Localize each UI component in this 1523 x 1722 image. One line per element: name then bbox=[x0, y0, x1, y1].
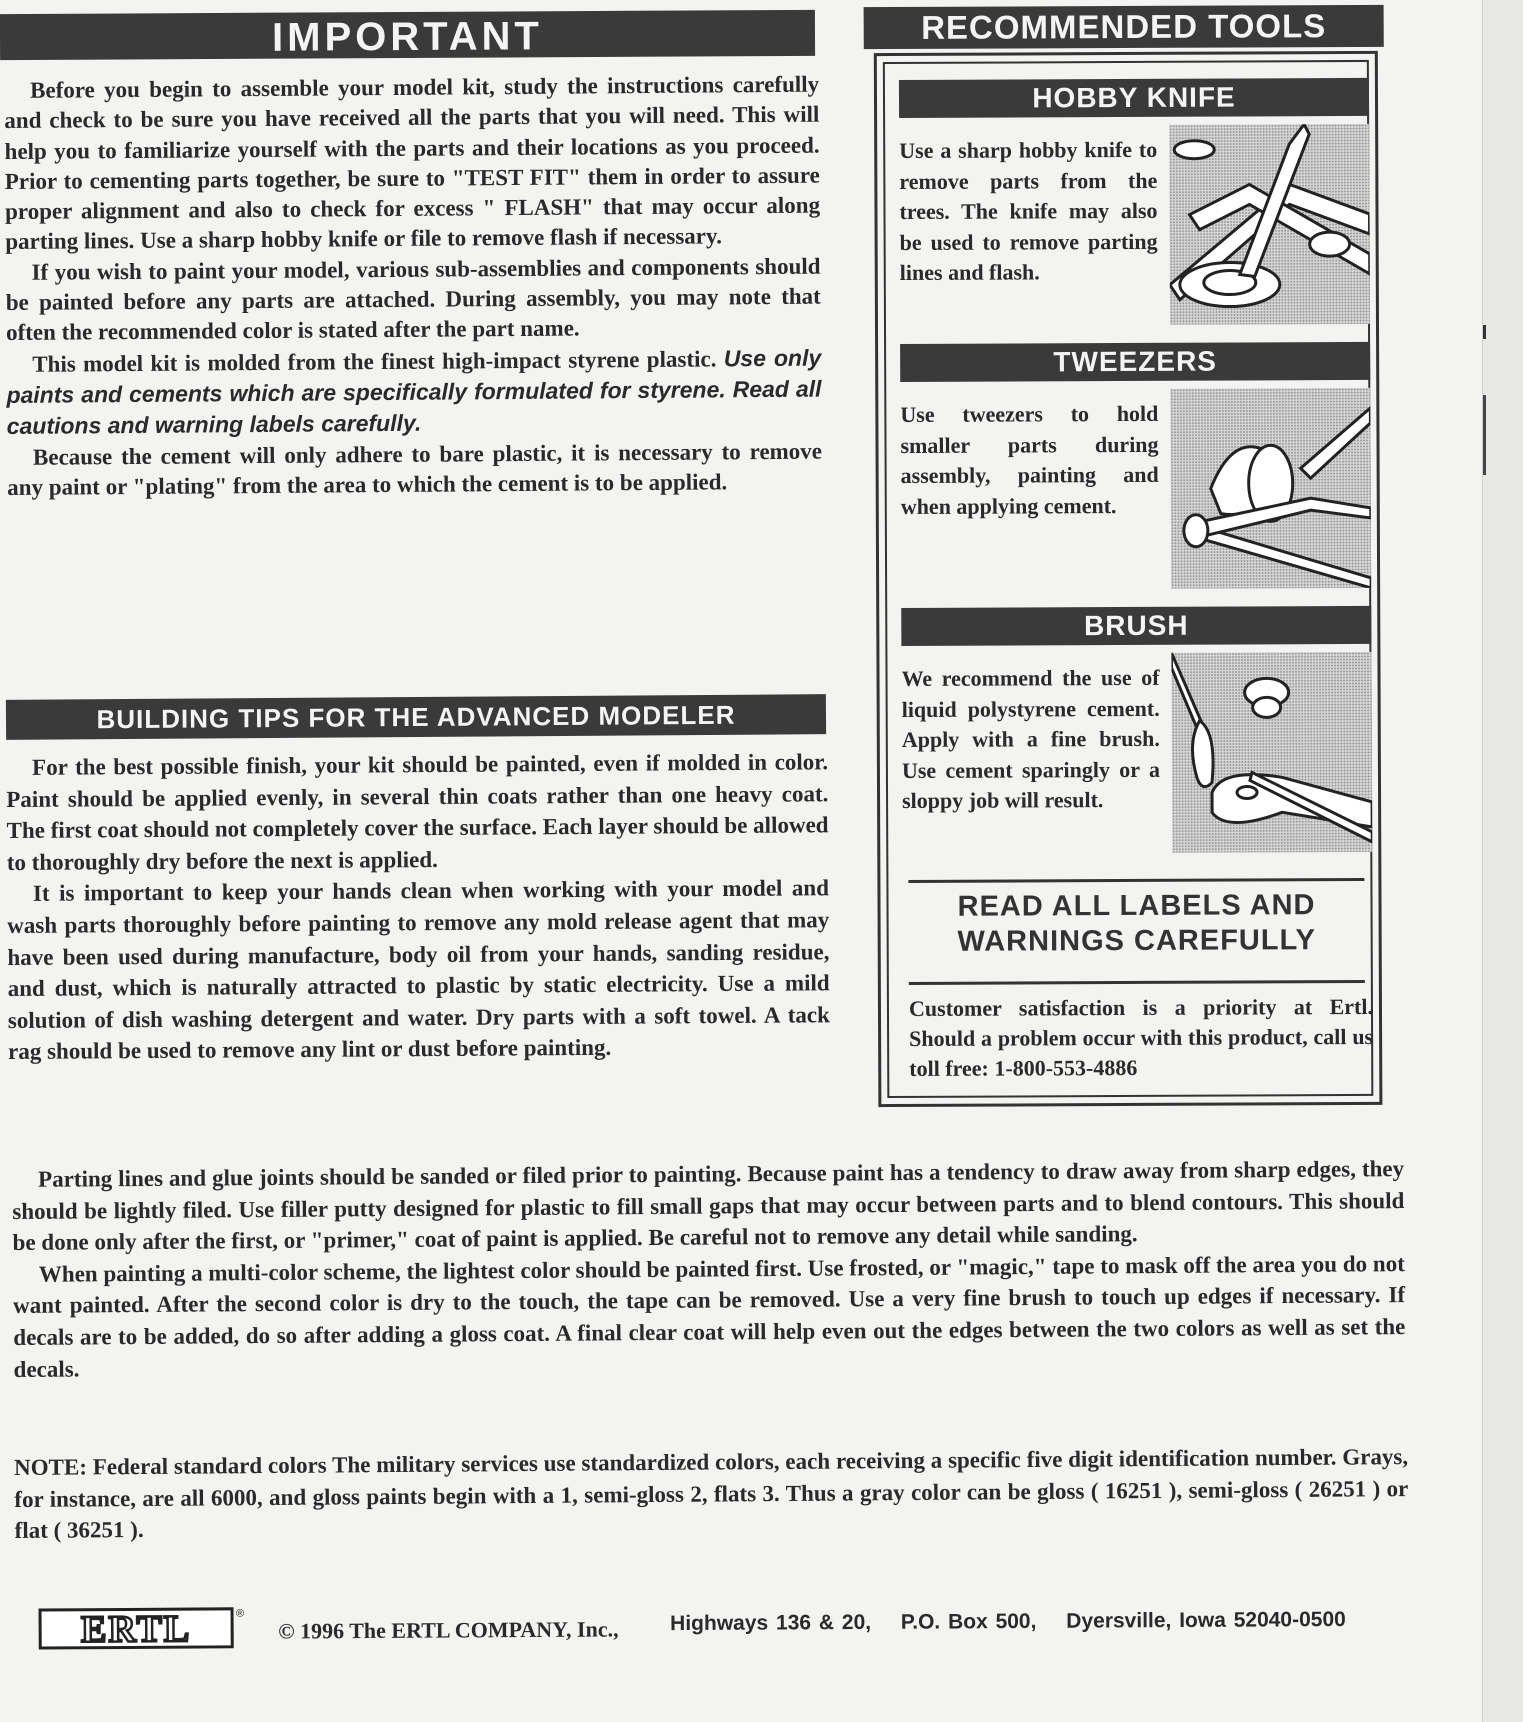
multi-color-paragraph: When painting a multi-color scheme, the lightest color should be painted first. Use frosted, or "magic," tape to mask off the area you do not want painted. After the second color is dry to the touch, the tape can be removed. Use a very fine brush to touch up edges if necessary. If decals are to be added, do so after adding a gloss coat. A final clear coat will help even out the edges between the two colors as well as set the decals. bbox=[13, 1250, 1406, 1382]
hobby-knife-icon bbox=[1169, 124, 1370, 325]
edge-mark bbox=[1483, 395, 1486, 475]
tool-brush bbox=[901, 606, 1371, 813]
important-heading: IMPORTANT bbox=[0, 10, 815, 60]
intro-paragraph: Before you begin to assemble your model kit, study the instructions carefully and check to be sure you have received all the parts that you will need. This will help you to familiarize yourself with the parts and their locations as you proceed. Prior to cementing parts together, be sure to "TEST FIT" them in order to assure proper alignment and also to check for excess " FLASH" that may occur along parting lines. Use a sharp hobby knife or file to remove flash if necessary. bbox=[4, 71, 821, 255]
tool-description: We recommend the use of liquid polystyrene cement. Apply with a fine brush. Use cement sparingly or a sloppy job will result. bbox=[901, 664, 1160, 813]
hobby-knife-drawing bbox=[1169, 124, 1370, 325]
address-street: Highways 136 & 20, bbox=[670, 1610, 872, 1636]
page-fold-edge bbox=[1482, 0, 1523, 1722]
footer bbox=[38, 1597, 1438, 1656]
address-city: Dyersville, Iowa 52040-0500 bbox=[1066, 1608, 1346, 1633]
styrene-warning: Use only paints and cements which are specifically formulated for styrene. Read all cautions and warning labels carefully. bbox=[6, 344, 822, 440]
ertl-logo-text: ERTL bbox=[80, 1608, 192, 1650]
tool-description: Use tweezers to hold smaller parts during assembly, painting and when applying cement. bbox=[900, 400, 1159, 519]
brush-drawing bbox=[1171, 652, 1372, 853]
address bbox=[670, 1608, 1368, 1636]
customer-service-text: Customer satisfaction is a priority at Ertl. Should a problem occur with this product, call us toll free: 1-800-553-4886 bbox=[908, 993, 1374, 1081]
ertl-logo-icon bbox=[38, 1605, 248, 1650]
registered-mark: ® bbox=[235, 1607, 245, 1620]
tweezers-drawing bbox=[1170, 388, 1371, 589]
brush-icon bbox=[1171, 652, 1372, 853]
finish-paragraph: For the best possible finish, your kit should be painted, even if molded in color. Paint should be applied evenly, in several thin coats rather than one heavy coat. The first coat should not completely cover the surface. Each layer should be allowed to thoroughly dry before the next is applied. bbox=[6, 749, 829, 875]
tools-box-inner bbox=[883, 60, 1374, 1098]
tool-title: TWEEZERS bbox=[900, 342, 1370, 382]
styrene-intro: This model kit is molded from the finest high-impact styrene plastic. bbox=[32, 346, 717, 377]
building-tips-section bbox=[6, 746, 830, 1068]
tweezers-icon bbox=[1170, 388, 1371, 589]
tool-description: Use a sharp hobby knife to remove parts from the trees. The knife may also be used to remove parting lines and flash. bbox=[899, 136, 1158, 285]
tool-hobby-knife bbox=[899, 78, 1369, 285]
copyright: © 1996 The ERTL COMPANY, Inc., bbox=[278, 1616, 619, 1644]
tool-title: HOBBY KNIFE bbox=[899, 78, 1369, 118]
federal-colors-note: NOTE: Federal standard colors The military services use standardized colors, each receiving a specific five digit identification number. Grays, for instance, are all 6000, and gloss paints begin with a 1, semi-gloss 2, flats 3. Thus a gray color can be gloss ( 16251 ), semi-gloss ( 26251 ) or flat ( 36251 ). bbox=[14, 1444, 1409, 1544]
tools-box bbox=[874, 51, 1383, 1107]
divider bbox=[908, 878, 1364, 883]
tool-title: BRUSH bbox=[901, 606, 1371, 646]
recommended-tools-heading: RECOMMENDED TOOLS bbox=[864, 5, 1384, 49]
cement-paragraph: Because the cement will only adhere to bare plastic, it is necessary to remove any paint or "plating" from the area to which the cement is to be applied. bbox=[7, 438, 823, 500]
clean-hands-paragraph: It is important to keep your hands clean when working with your model and wash parts thoroughly before painting to remove any mold release agent that may have been used during manufacture, body oil from your hands, sanding residue, and dust, which is naturally attracted to plastic by static electricity. Use a mild solution of dish washing detergent and water. Dry parts with a soft towel. A tack rag should be used to remove any lint or dust before painting. bbox=[7, 875, 830, 1065]
recommended-tools-panel bbox=[864, 5, 1389, 1107]
styrene-paragraph bbox=[6, 342, 822, 442]
building-tips-heading: BUILDING TIPS FOR THE ADVANCED MODELER bbox=[6, 694, 826, 740]
divider bbox=[909, 980, 1365, 985]
parting-lines-paragraph: Parting lines and glue joints should be sanded or filed prior to painting. Because paint has a tendency to draw away from sharp edges, they should be lightly filed. Use filler putty designed for plastic to fill small gaps that may occur between parts and to blend contours. This should be done only after the first, or "primer," coat of paint is applied. Be careful not to remove any detail while sanding. bbox=[12, 1156, 1405, 1256]
building-tips-continued bbox=[12, 1153, 1406, 1385]
important-section bbox=[4, 70, 822, 504]
tool-tweezers bbox=[900, 342, 1370, 519]
edge-mark bbox=[1483, 325, 1486, 339]
painting-paragraph: If you wish to paint your model, various sub-assemblies and components should be painted before any parts are attached. During assembly, you may note that often the recommended color is stated after the part name. bbox=[5, 253, 821, 346]
address-po-box: P.O. Box 500, bbox=[900, 1609, 1037, 1634]
labels-warning: READ ALL LABELS AND WARNINGS CAREFULLY bbox=[957, 889, 1316, 958]
ertl-logo bbox=[38, 1605, 248, 1650]
